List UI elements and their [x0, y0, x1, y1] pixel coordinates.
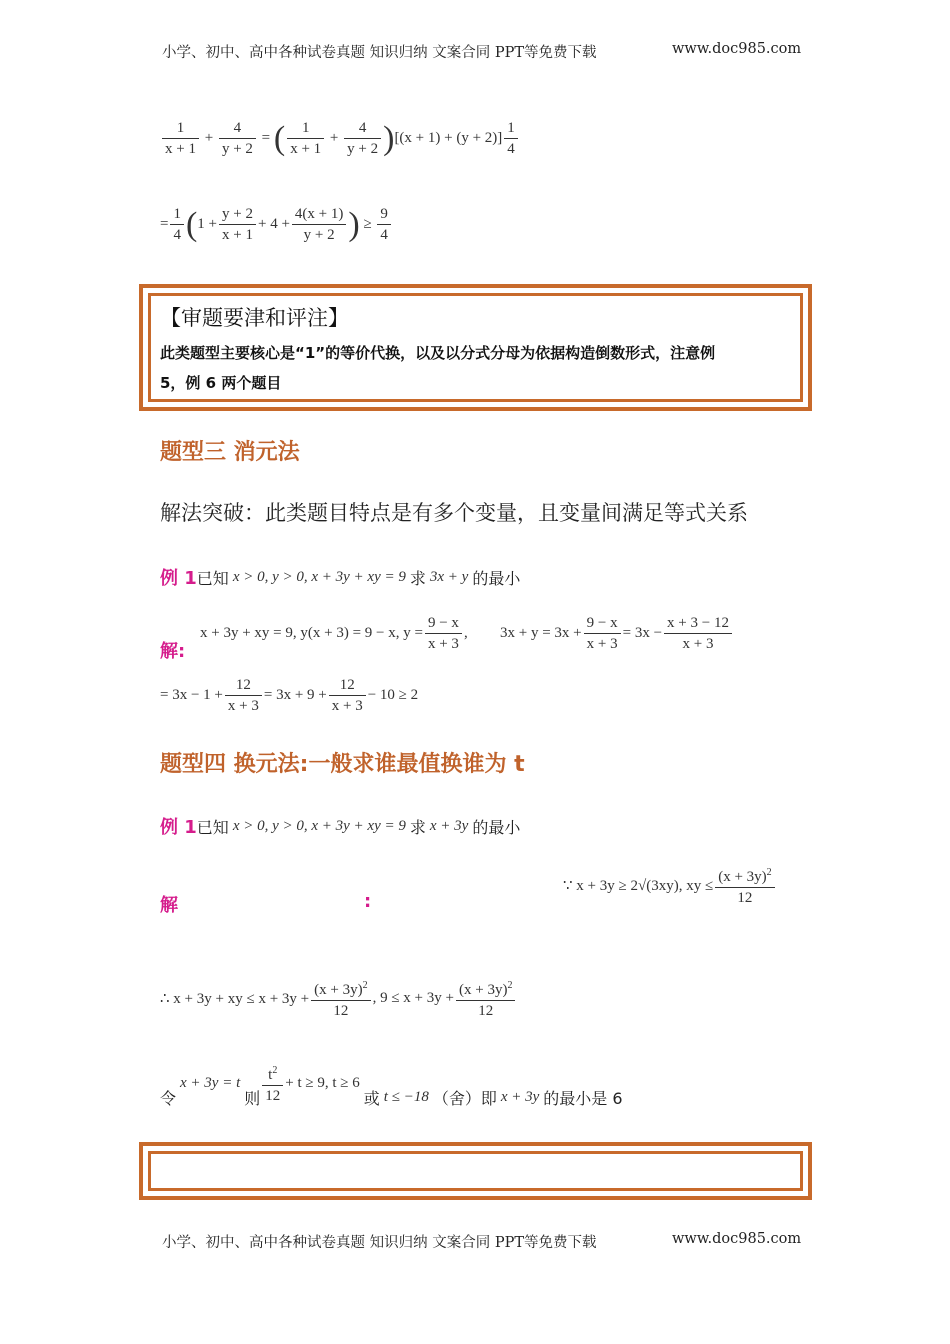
discard-text: （舍）即: [432, 1089, 497, 1108]
known-text: 已知: [196, 568, 229, 588]
example-label: 例 1: [160, 817, 197, 838]
section-4-title: 题型四 换元法:一般求谁最值换谁为 t: [160, 752, 525, 777]
target-formula: x + 3y: [429, 817, 469, 834]
solution-colon: :: [364, 891, 372, 912]
section-3-method: 解法突破：此类题目特点是有多个变量，且变量间满足等式关系: [160, 501, 748, 525]
section-4-example: [160, 813, 520, 839]
review-title: 【审题要津和评注】: [160, 306, 349, 330]
known-text: 已知: [196, 817, 229, 837]
substitution-line: 令 x + 3y = t 则 $\frac{t^2}{12}$ + t ≥ 9, t ≥ 6 或 t ≤ −18 （舍）即 x + 3y 的最小是 6: [160, 1065, 623, 1108]
ask-text: 求: [409, 817, 426, 837]
solution-line-2: 3x + y = 3x + $\frac{9 - x}{x + 3}$ = 3x − $\frac{x + 3 - 12}{x + 3}$: [500, 613, 734, 654]
header-url: www.doc985.com: [672, 41, 802, 57]
header-text: 小学、初中、高中各种试卷真题 知识归纳 文案合同 PPT等免费下载: [162, 45, 597, 61]
review-line-1: 此类题型主要核心是“1”的等价代换，以及以分式分母为依据构造倒数形式，注意例: [160, 344, 716, 362]
or-text: 或: [363, 1089, 380, 1108]
solution-label: 解: [160, 895, 178, 916]
solution-label: 解:: [160, 641, 186, 662]
equation-line-2: = $\frac{1}{4}$ ( 1 + $\frac{y + 2}{x + 1}$ + 4 + $\frac{4(x + 1)}{y + 2}$ ) ≥ $\frac{9}{4}$: [160, 204, 393, 245]
review-line-2: 5，例 6 两个题目: [160, 374, 282, 392]
solution-inequality-2: ∴ x + 3y + xy ≤ x + 3y + $\frac{(x + 3y)^2}{12}$ , 9 ≤ x + 3y + $\frac{(x + 3y)^2}{12}$: [160, 976, 517, 1021]
conclusion-text: 的最小是 6: [543, 1089, 623, 1108]
condition-formula: x > 0, y > 0, x + 3y + xy = 9: [232, 817, 406, 834]
example-label: 例 1: [160, 568, 197, 589]
footer-text: 小学、初中、高中各种试卷真题 知识归纳 文案合同 PPT等免费下载: [162, 1235, 597, 1251]
ask-tail: 的最小: [472, 568, 521, 588]
bottom-box-inner: [148, 1151, 803, 1191]
footer-url: www.doc985.com: [672, 1231, 802, 1247]
section-3-title: 题型三 消元法: [160, 440, 300, 465]
then-text: 则: [244, 1089, 261, 1108]
solution-line-3: = 3x − 1 + $\frac{12}{x + 3}$ = 3x + 9 + $\frac{12}{x + 3}$ − 10 ≥ 2: [160, 677, 419, 714]
solution-inequality-1: ∵ x + 3y ≥ 2√(3xy), xy ≤ $\frac{(x + 3y)^2}{12}$: [563, 863, 777, 908]
condition-formula: x > 0, y > 0, x + 3y + xy = 9: [232, 568, 406, 585]
ask-tail: 的最小: [472, 817, 521, 837]
solution-line-1: x + 3y + xy = 9, y(x + 3) = 9 − x, y = $\frac{9 - x}{x + 3}$ ,: [200, 615, 468, 652]
section-3-example: [160, 564, 520, 590]
ask-text: 求: [409, 568, 426, 588]
let-text: 令: [160, 1089, 177, 1108]
target-formula: 3x + y: [429, 568, 469, 585]
equation-line-1: $\frac{1}{x + 1}$ + $\frac{4}{y + 2}$ = ( $\frac{1}{x + 1}$ + $\frac{4}{y + 2}$ ) [(x + 1) + (y + 2)] $\frac{1}{4}$: [160, 118, 520, 159]
